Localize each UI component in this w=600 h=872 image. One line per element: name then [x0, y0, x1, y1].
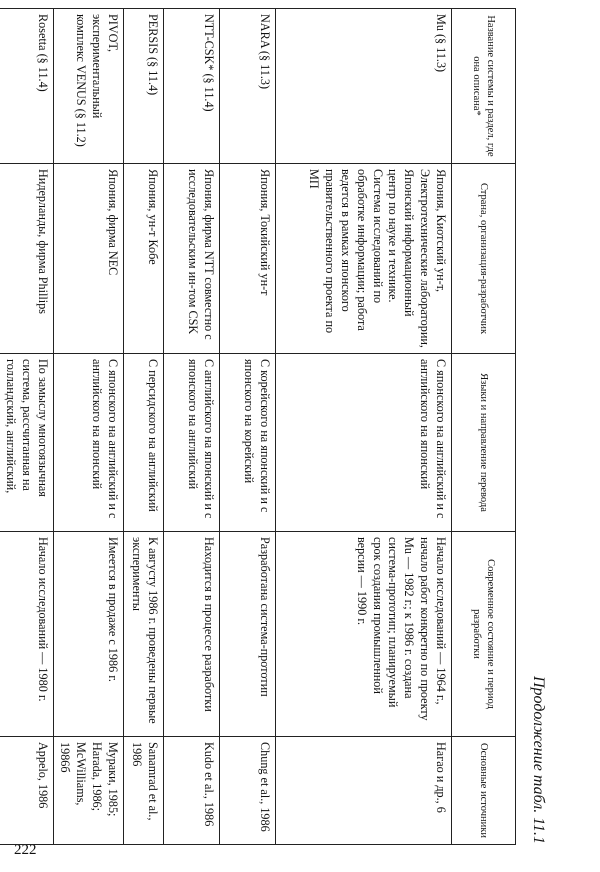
cell-system: PIVOT, экспериментальный комплекс VENUS (§ 11.2): [53, 9, 123, 164]
cell-org: Япония, фирма NTT совместно с исследовательским ин-том CSK: [164, 164, 220, 354]
cell-system: NARA (§ 11.3): [220, 9, 276, 164]
table-row: [276, 9, 452, 845]
systems-table: [0, 8, 516, 845]
header-country-org: Страна, организация-разработчик: [452, 164, 516, 354]
cell-sources: Нагао и др., 6: [276, 737, 452, 845]
table-row: [164, 9, 220, 845]
rotated-table-area: [3, 8, 556, 844]
header-system-name: Название системы и раздел, где она описана*: [452, 9, 516, 164]
table-continuation-label: Продолжение табл. 11.1: [530, 675, 547, 844]
table-row: [0, 9, 53, 845]
cell-org: Нидерланды, фирма Phillips: [0, 164, 53, 354]
cell-status: Находится в процессе разработки: [164, 532, 220, 737]
table-header-row: [452, 9, 516, 845]
cell-languages: С корейского на японский и с японского на корейский: [220, 354, 276, 532]
table-row: [53, 9, 123, 845]
cell-sources: Chung et al., 1986: [220, 737, 276, 845]
cell-status: Имеется в продаже с 1986 г.: [53, 532, 123, 737]
cell-languages: С английского на японский и с японского на английский: [164, 354, 220, 532]
cell-system: NTT-CSK* (§ 11.4): [164, 9, 220, 164]
header-status: Современное состояние и период разработки: [452, 532, 516, 737]
cell-org: Япония, Токийский ун-т: [220, 164, 276, 354]
header-sources: Основные источники: [452, 737, 516, 845]
cell-system: PERSIS (§ 11.4): [124, 9, 164, 164]
header-languages: Языки и направление перевода: [452, 354, 516, 532]
table-row: [220, 9, 276, 845]
cell-status: Начало исследований — 1964 г., начало работ конкретно по проекту Mu — 1982 г.; к 1986 г. создана система-прототип; планируемый срок создания промышленной версии — 1990 г.: [276, 532, 452, 737]
cell-languages: По замыслу многоязычная система, рассчитанная на голландский, английский,: [0, 354, 53, 532]
cell-sources: Kudo et al., 1986: [164, 737, 220, 845]
cell-status: Начало исследований — 1980 г.: [0, 532, 53, 737]
cell-system: Rosetta (§ 11.4): [0, 9, 53, 164]
cell-status: Разработана система-прототип: [220, 532, 276, 737]
cell-languages: С японского на английский и с английского на японский: [53, 354, 123, 532]
page-number: 222: [14, 842, 37, 858]
cell-sources: Appelo, 1986: [0, 737, 53, 845]
cell-languages: С персидского на английский: [124, 354, 164, 532]
cell-org: Япония, фирма NEC: [53, 164, 123, 354]
cell-system: Mu (§ 11.3): [276, 9, 452, 164]
cell-status: К августу 1986 г. проведены первые эксперименты: [124, 532, 164, 737]
cell-languages: С японского на английский и с английского на японский: [276, 354, 452, 532]
table-row: [124, 9, 164, 845]
cell-sources: Sanamrad et al., 1986: [124, 737, 164, 845]
cell-sources: Мураки, 1985; Harada, 1986; McWilliams, 1986б: [53, 737, 123, 845]
cell-org: Япония, ун-т Кобе: [124, 164, 164, 354]
cell-org: Япония, Киотский ун-т, Электротехнические лаборатории, Японский информационный центр по науке и технике. Система исследований по обработке информации; работа ведется в рамках японского правительственного проекта по МП: [276, 164, 452, 354]
